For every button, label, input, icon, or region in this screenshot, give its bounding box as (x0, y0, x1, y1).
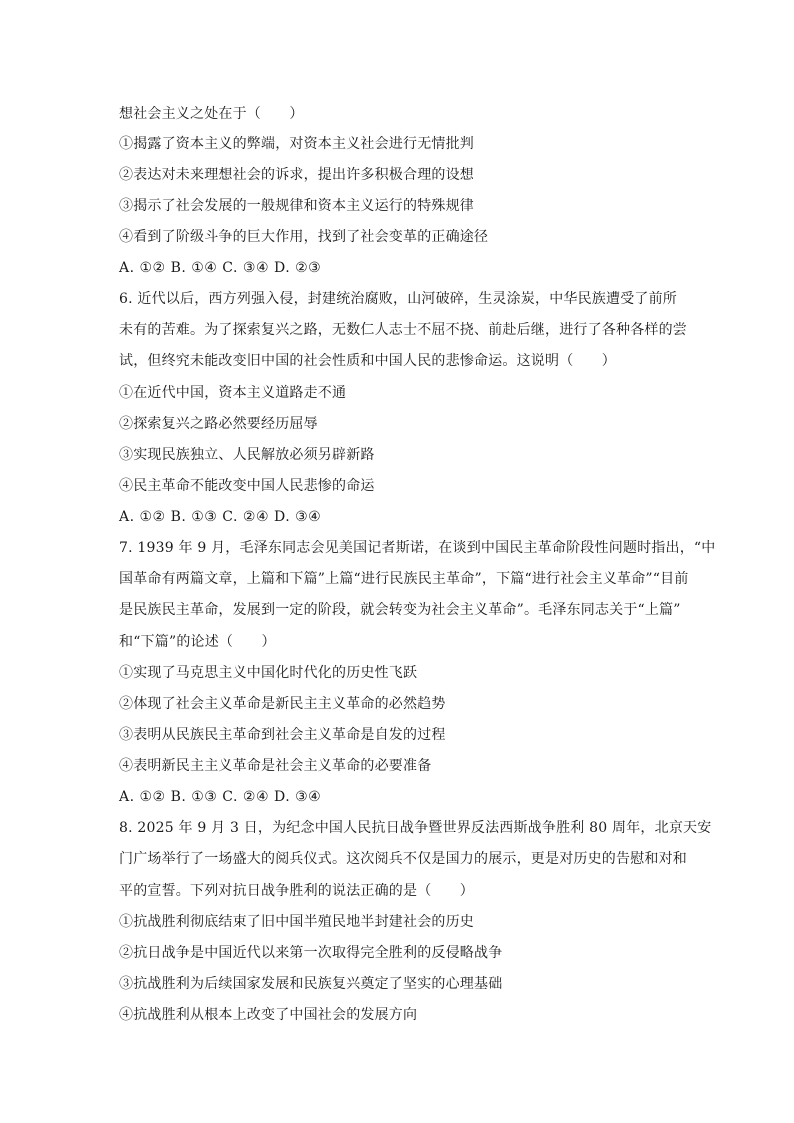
option-statement-4: ④抗战胜利从根本上改变了中国社会的发展方向 (119, 1007, 418, 1023)
question-6-stem: 试，但终究未能改变旧中国的社会性质和中国人民的悲惨命运。这说明（ ） (119, 353, 616, 369)
option-statement-4: ④表明新民主主义革命是社会主义革命的必要准备 (119, 758, 432, 774)
option-statement-1: ①实现了马克思主义中国化时代化的历史性飞跃 (119, 665, 418, 681)
answer-choices: A. ①② B. ①④ C. ③④ D. ②③ (119, 260, 322, 276)
option-statement-3: ③抗战胜利为后续国家发展和民族复兴奠定了坚实的心理基础 (119, 976, 503, 992)
option-statement-4: ④看到了阶级斗争的巨大作用，找到了社会变革的正确途径 (119, 229, 489, 245)
option-statement-3: ③表明从民族民主革命到社会主义革命是自发的过程 (119, 727, 446, 743)
option-statement-4: ④民主革命不能改变中国人民悲惨的命运 (119, 478, 375, 494)
option-statement-1: ①抗战胜利彻底结束了旧中国半殖民地半封建社会的历史 (119, 914, 474, 930)
question-6-stem: 未有的苦难。为了探索复兴之路，无数仁人志士不屈不挠、前赴后继，进行了各种各样的尝 (119, 322, 687, 338)
option-statement-2: ②探索复兴之路必然要经历屈辱 (119, 416, 318, 432)
question-8-stem: 门广场举行了一场盛大的阅兵仪式。这次阅兵不仅是国力的展示，更是对历史的告慰和对和 (119, 851, 687, 867)
question-8-stem: 8. 2025 年 9 月 3 日，为纪念中国人民抗日战争暨世界反法西斯战争胜利 80 周年，北京天安 (119, 820, 712, 836)
question-7-stem: 是民族民主革命，发展到一定的阶段，就会转变为社会主义革命”。毛泽东同志关于“上篇” (119, 602, 681, 618)
option-statement-2: ②抗日战争是中国近代以来第一次取得完全胜利的反侵略战争 (119, 945, 503, 961)
question-7-stem: 7. 1939 年 9 月，毛泽东同志会见美国记者斯诺，在谈到中国民主革命阶段性问题时指出，“中 (119, 540, 716, 556)
option-statement-3: ③实现民族独立、人民解放必须另辟新路 (119, 447, 375, 463)
question-6-stem: 6. 近代以后，西方列强入侵，封建统治腐败，山河破碎，生灵涂炭，中华民族遭受了前所 (119, 291, 678, 307)
question-stem-continued: 想社会主义之处在于（ ） (119, 106, 304, 122)
question-8-stem: 平的宣誓。下列对抗日战争胜利的说法正确的是（ ） (119, 883, 474, 899)
option-statement-3: ③揭示了社会发展的一般规律和资本主义运行的特殊规律 (119, 198, 474, 214)
answer-choices: A. ①② B. ①③ C. ②④ D. ③④ (119, 789, 322, 805)
option-statement-1: ①揭露了资本主义的弊端，对资本主义社会进行无情批判 (119, 136, 474, 152)
option-statement-1: ①在近代中国，资本主义道路走不通 (119, 385, 347, 401)
question-7-stem: 国革命有两篇文章，上篇和下篇”上篇“进行民族民主革命”，下篇“进行社会主义革命”“目前 (119, 571, 689, 587)
answer-choices: A. ①② B. ①③ C. ②④ D. ③④ (119, 509, 322, 525)
option-statement-2: ②体现了社会主义革命是新民主主义革命的必然趋势 (119, 696, 446, 712)
question-7-stem: 和“下篇”的论述（ ） (119, 634, 276, 650)
option-statement-2: ②表达对未来理想社会的诉求，提出许多积极合理的设想 (119, 167, 474, 183)
